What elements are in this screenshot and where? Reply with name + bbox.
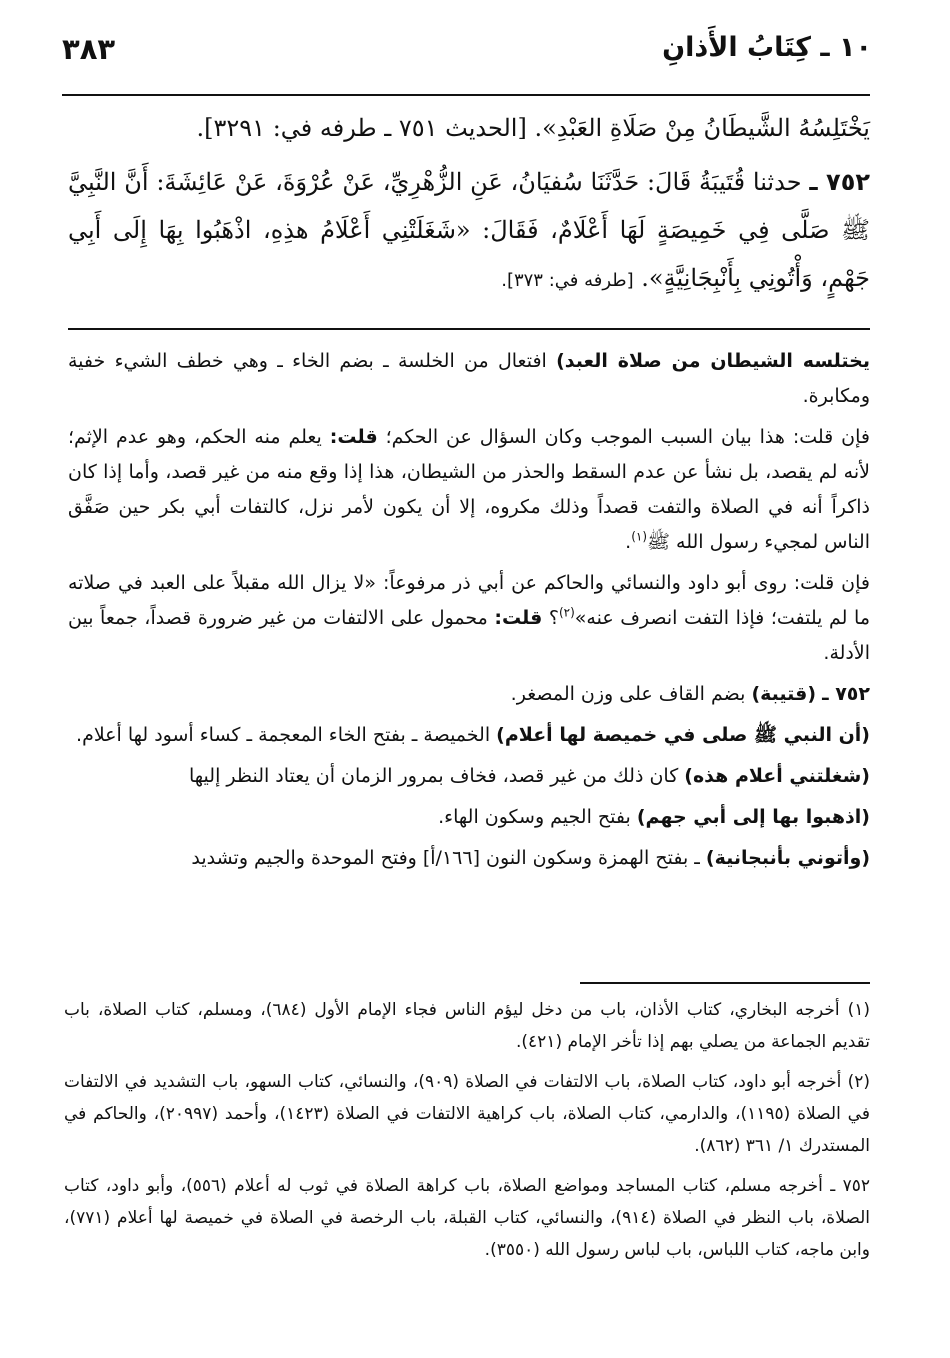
- commentary-paragraph: [68, 677, 870, 712]
- hadith-number: ٧٥٢ ـ: [822, 683, 870, 705]
- footnote-divider: [580, 982, 870, 984]
- commentary-text: فإن قلت: روى أبو داود والنسائي والحاكم عن أبي ذر مرفوعاً: «لا يزال الله مقبلاً على العبد في صلاته ما لم يلتفت؛ فإذا التفت انصرف عنه»: [68, 572, 870, 629]
- commentary-paragraph: [68, 759, 870, 794]
- footnote-number: ٧٥٢ ـ: [830, 1176, 871, 1196]
- commentary-lemma: (قتيبة): [751, 683, 817, 705]
- commentary-paragraph: [68, 420, 870, 560]
- commentary-text: كان ذلك من غير قصد، فخاف بمرور الزمان أن يعتاد النظر إليها: [189, 765, 685, 787]
- footnote: [64, 1066, 870, 1162]
- footnote-number: (١): [847, 1000, 870, 1020]
- commentary-lemma: يختلسه الشيطان من صلاة العبد): [556, 350, 870, 372]
- commentary-text: الخميصة ـ بفتح الخاء المعجمة ـ كساء أسود لها أعلام.: [76, 724, 497, 746]
- continuation-text: يَخْتَلِسُهُ الشَّيطَانُ مِنْ صَلَاةِ العَبْدِ». [الحديث ٧٥١ ـ طرفه في: ٣٢٩١].: [196, 114, 870, 142]
- commentary-block: [68, 344, 870, 882]
- commentary-paragraph: [68, 718, 870, 753]
- qult-label: قلت:: [494, 607, 543, 629]
- commentary-text: ؟: [542, 607, 559, 629]
- commentary-lemma: (شغلتني أعلام هذه): [684, 765, 870, 787]
- commentary-paragraph: [68, 344, 870, 414]
- footnote-number: (٢): [847, 1072, 871, 1092]
- qult-label: قلت:: [329, 426, 378, 448]
- hadith-reference: [طرفه في: ٣٧٣].: [501, 270, 634, 291]
- commentary-lemma: (أن النبي ﷺ صلى في خميصة لها أعلام): [496, 724, 870, 746]
- hadith-text-block: [68, 104, 870, 305]
- continuation-line: [68, 104, 870, 152]
- chapter-title: ١٠ ـ كِتَابُ الأَذانِ: [662, 32, 872, 63]
- footnote-marker[interactable]: (٢): [558, 605, 575, 620]
- commentary-text: محمول على الالتفات من غير ضرورة قصداً، جمعاً بين الأدلة.: [68, 607, 870, 664]
- footnote-text: أخرجه أبو داود، كتاب الصلاة، باب الالتفات في الصلاة (٩٠٩)، والنسائي، كتاب السهو، باب التشديد في الالتفات في الصلاة (١١٩٥)، والدارمي، كتاب الصلاة، باب كراهية الالتفات في الصلاة (١٤٢٣)، وأحمد (٢٠٩٩٧)، والحاكم في المستدرك ١/ ٣٦١ (٨٦٢).: [64, 1072, 870, 1156]
- commentary-text: فإن قلت: هذا بيان السبب الموجب وكان السؤال عن الحكم؛: [377, 426, 870, 448]
- footnote-marker[interactable]: (١): [631, 529, 648, 544]
- commentary-text: .: [625, 531, 632, 553]
- commentary-paragraph: [68, 800, 870, 835]
- commentary-text: يعلم منه الحكم، وهو عدم الإثم؛ لأنه لم يقصد، بل نشأ عن عدم السقط والحذر من الشيطان، هذا إذا وقع منه من غير قصد، وأما إذا كان ذاكراً أنه في الصلاة والتفت قصداً وذلك مكروه، إلا أن يكون لأمر نزل، كالتفات أبي بكر حين صَفَّق الناس لمجيء رسول الله ﷺ: [68, 426, 870, 553]
- footnote: [64, 994, 870, 1058]
- commentary-paragraph: [68, 566, 870, 671]
- commentary-lemma: (وأتوني بأنبجانية): [705, 847, 870, 869]
- footnote: [64, 1170, 870, 1266]
- footnote-text: أخرجه البخاري، كتاب الأذان، باب من دخل ليؤم الناس فجاء الإمام الأول (٦٨٤)، ومسلم، كتاب الصلاة، باب تقديم الجماعة من يصلي بهم إذا تأخر الإمام (٤٢١).: [64, 1000, 870, 1052]
- commentary-text: بضم القاف على وزن المصغر.: [510, 683, 752, 705]
- commentary-text: ـ بفتح الهمزة وسكون النون [١٦٦/أ] وفتح الموحدة والجيم وتشديد: [191, 847, 706, 869]
- footnote-text: أخرجه مسلم، كتاب المساجد ومواضع الصلاة، باب كراهة الصلاة في ثوب له أعلام (٥٥٦)، وأبو داود، كتاب الصلاة، باب النظر في الصلاة (٩١٤)، والنسائي، كتاب القبلة، باب الرخصة في الصلاة في خميصة لها أعلام (٧٧١)، وابن ماجه، كتاب اللباس، باب لباس رسول الله (٣٥٥٠).: [64, 1176, 870, 1260]
- commentary-lemma: (اذهبوا بها إلى أبي جهم): [636, 806, 870, 828]
- header-divider: [62, 94, 870, 96]
- footnotes-block: [64, 994, 870, 1274]
- hadith-paragraph: [68, 158, 870, 305]
- hadith-number: ٧٥٢ ـ: [809, 168, 870, 196]
- hadith-body: حدثنا قُتَيبَةُ قَالَ: حَدَّثَنَا سُفيَانُ، عَنِ الزُّهْرِيِّ، عَنْ عُرْوَةَ، عَنْ عَائِشَةَ: أَنَّ النَّبِيَّ ﷺ صَلَّى فِي خَمِيصَةٍ لَهَا أَعْلَامٌ، فَقَالَ: «شَغَلَتْنِي أَعْلَامُ هذِهِ، اذْهَبُوا بِهَا إِلَى أَبِي جَهْمٍ، وَأْتُونِي بِأَنْبِجَانِيَّةٍ».: [68, 168, 870, 292]
- commentary-divider: [68, 328, 870, 330]
- page-number: ٣٨٣: [62, 32, 116, 66]
- commentary-paragraph: [68, 841, 870, 876]
- commentary-text: بفتح الجيم وسكون الهاء.: [438, 806, 637, 828]
- page-header: [62, 22, 872, 92]
- commentary-text: افتعال من الخلسة ـ بضم الخاء ـ وهي خطف الشيء خفية ومكابرة.: [68, 350, 870, 407]
